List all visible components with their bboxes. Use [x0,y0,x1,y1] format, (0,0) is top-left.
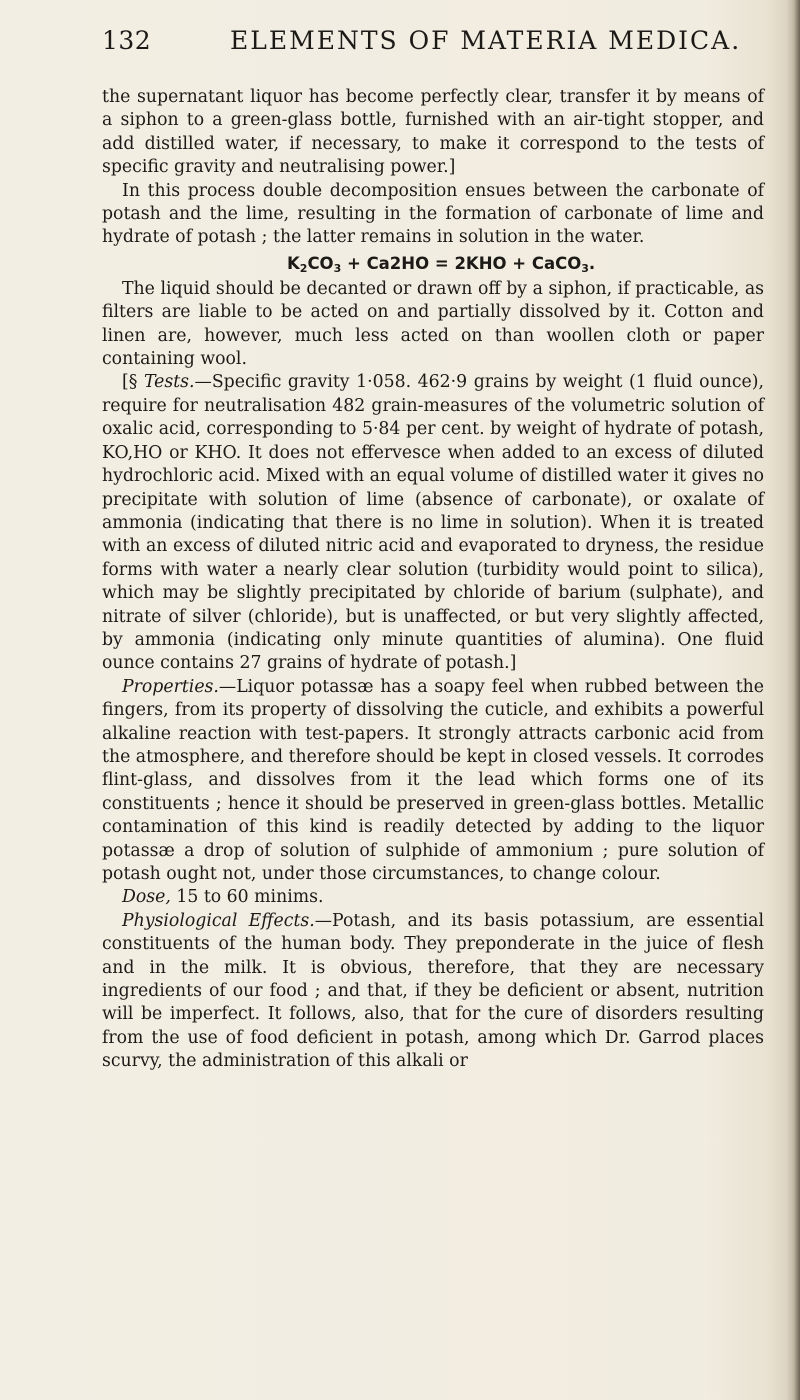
paragraph-continuation: the supernatant liquor has become perfectly clear, transfer it by means of a siphon to a green-glass bottle, furnished with an air-tight stopper, and add distilled water, if necessary, to make it correspond to the tests of specific gravity and neutralising power.] [102,87,764,178]
tests-lead: [§ [122,372,144,393]
tests-heading: Tests. [143,372,195,393]
formula-part: . [588,253,596,273]
formula-part: CO [307,253,334,273]
paragraph-decanting: The liquid should be decanted or drawn off by a siphon, if practicable, as filters are liable to be acted on and partially dissolved by it. Cotton and linen are, however, much less acted on than woollen cloth or paper containing wool. [102,278,764,370]
chemical-equation [102,252,764,276]
running-head: ELEMENTS OF MATERIA MEDICA. [230,26,742,55]
dose-heading: Dose, [122,887,171,908]
formula-subscript: 3 [581,261,589,275]
physiological-effects-text: —Potash, and its basis potassium, are essential constituents of the human body. They preponderate in the juice of flesh and in the milk. It is obvious, therefore, that they are necessary ingredients of our food ; and that, if they be deficient or absent, nutrition will be imperfect. It follows, also, that for the cure of disorders resulting from the use of food deficient in potash, among which Dr. Garrod places scurvy, the administration of this alkali or [102,910,764,1072]
paragraph-properties [102,676,764,887]
tests-text: —Specific gravity 1·058. 462·9 grains by weight (1 fluid ounce), require for neutralisation 482 grain-measures of the volumetric solution of oxalic acid, corresponding to 5·84 per cent. by weight of hydrate of potash, KO,HO or KHO. It does not effervesce when added to an excess of diluted hydrochloric acid. Mixed with an equal volume of distilled water it gives no precipitate with solution of lime (absence of carbonate), or oxalate of ammonia (indicating that there is no lime in solution). When it is treated with an excess of diluted nitric acid and evaporated to dryness, the residue forms with water a nearly clear solution (turbidity would point to silica), which may be slightly precipitated by chloride of barium (sulphate), and nitrate of silver (chloride), but is unaffected, or but very slightly affected, by ammonia (indicating only minute quantities of alumina). One fluid ounce contains 27 grains of hydrate of potash.] [102,372,764,674]
formula-part: + Ca2HO = 2KHO + CaCO [341,253,582,273]
page-edge-shadow [786,0,800,1400]
dose-text: 15 to 60 minims. [170,887,324,908]
paragraph-process: In this process double decomposition ensues between the carbonate of potash and the lime, resulting in the formation of carbonate of lime and hydrate of potash ; the latter remains in solution in the water. [102,180,764,248]
properties-heading: Properties. [122,676,219,697]
properties-text: —Liquor potassæ has a soapy feel when rubbed between the fingers, from its property of dissolving the cuticle, and exhibits a powerful alkaline reaction with test-papers. It strongly attracts carbonic acid from the atmosphere, and therefore should be kept in closed vessels. It corrodes flint-glass, and dissolves from it the lead which forms one of its constituents ; hence it should be preserved in green-glass bottles. Metallic contamination of this kind is readily detected by adding to the liquor potassæ a drop of solution of sulphide of ammonium ; pure solution of potash ought not, under those circumstances, to change colour. [102,676,764,884]
paragraph-physiological-effects [102,910,764,1074]
paragraph-tests [102,371,764,675]
formula-subscript: 3 [333,261,342,275]
paragraph-dose [102,886,764,909]
page-header [102,26,762,66]
physiological-effects-heading: Physiological Effects. [122,910,315,931]
page-body [102,86,764,1074]
formula-subscript: 2 [299,261,308,275]
formula-part: K [287,253,300,273]
page-number: 132 [102,26,152,55]
